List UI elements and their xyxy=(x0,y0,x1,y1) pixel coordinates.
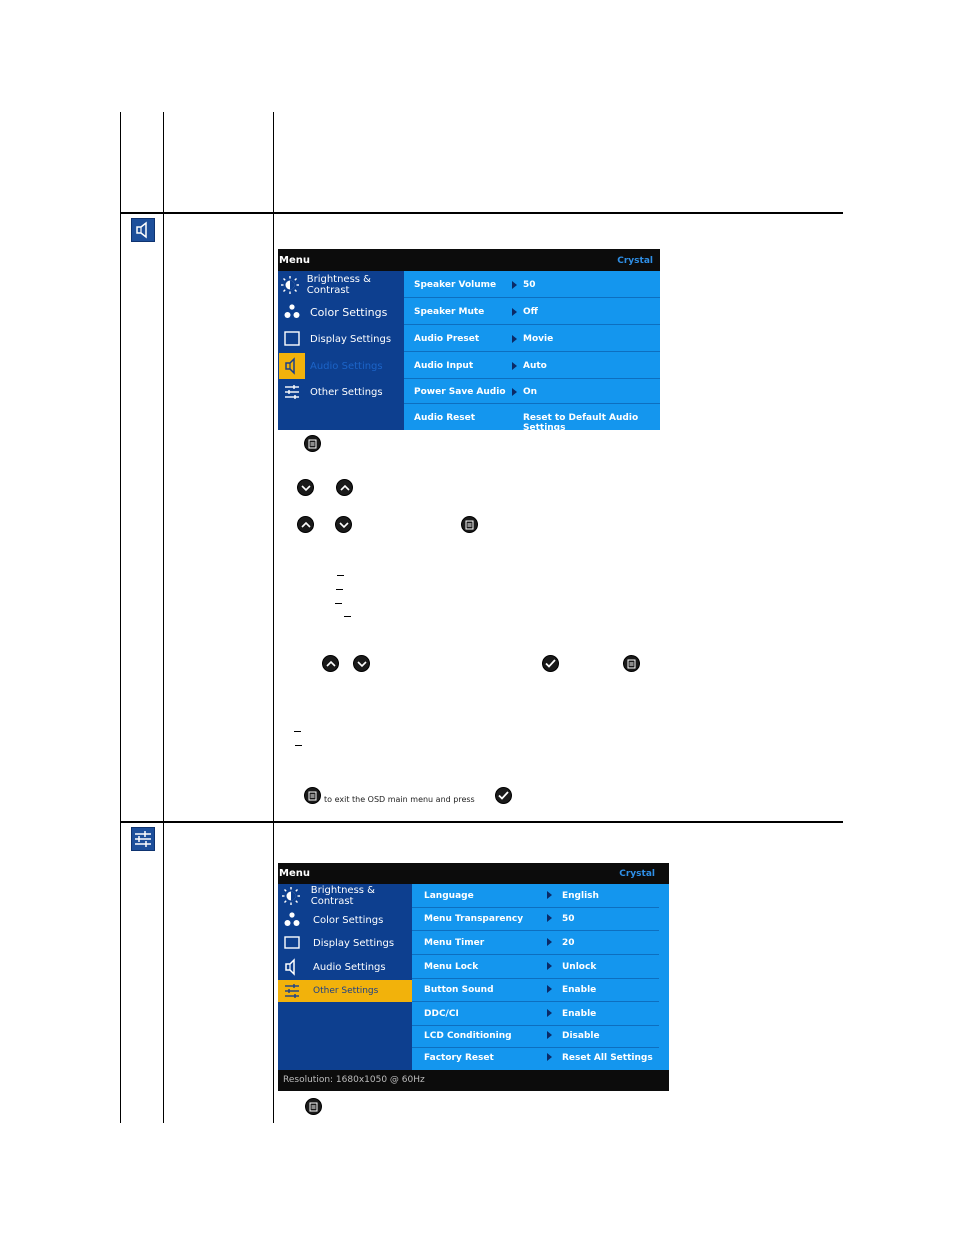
table-border-col1 xyxy=(163,112,164,1123)
osd-menu-item-display[interactable] xyxy=(278,931,412,955)
arrow-right-icon xyxy=(512,388,517,396)
osd-menu-item-audio[interactable] xyxy=(278,955,412,979)
arrow-right-icon xyxy=(512,362,517,370)
menu-button-icon xyxy=(461,516,478,533)
arrow-right-icon xyxy=(547,1053,552,1061)
row-value: 50 xyxy=(562,914,575,924)
other-settings-osd-screenshot xyxy=(278,863,669,1091)
list-dash xyxy=(337,575,344,576)
speaker-icon xyxy=(278,958,306,976)
arrow-right-icon xyxy=(547,938,552,946)
row-label: Menu Timer xyxy=(424,938,485,948)
row-value: On xyxy=(523,387,538,397)
osd-audio-submenu xyxy=(404,271,660,433)
list-dash xyxy=(294,731,301,732)
color-dots-icon xyxy=(278,303,306,321)
osd-menu-label: Other Settings xyxy=(310,386,383,398)
osd-menu-item-color[interactable] xyxy=(278,908,412,932)
row-value: Movie xyxy=(523,334,554,344)
row-label: Audio Preset xyxy=(414,334,480,344)
row-value: Reset All Settings xyxy=(562,1053,653,1063)
display-square-icon xyxy=(278,934,306,952)
row-label: Menu Lock xyxy=(424,962,479,972)
up-button-icon xyxy=(322,655,339,672)
arrow-right-icon xyxy=(547,985,552,993)
brightness-icon xyxy=(278,886,304,906)
osd-resolution-status: Resolution: 1680x1050 @ 60Hz xyxy=(283,1075,425,1085)
osd-other-submenu xyxy=(412,884,669,1070)
row-label: DDC/CI xyxy=(424,1009,459,1019)
row-value: Enable xyxy=(562,985,597,995)
check-button-icon xyxy=(495,787,512,804)
osd-row-menu-lock[interactable] xyxy=(412,955,659,979)
row-value: English xyxy=(562,891,599,901)
osd-brand: Crystal xyxy=(617,256,653,266)
osd-brand: Crystal xyxy=(619,869,655,879)
osd-menu-label: Display Settings xyxy=(313,937,395,949)
osd-row-ddc-ci[interactable] xyxy=(412,1002,659,1026)
row-divider-other xyxy=(120,821,843,823)
osd-row-power-save-audio[interactable] xyxy=(404,379,660,404)
row-value: 20 xyxy=(562,938,575,948)
up-button-icon xyxy=(336,479,353,496)
osd-menu-item-brightness[interactable] xyxy=(278,884,412,908)
osd-row-button-sound[interactable] xyxy=(412,979,659,1002)
osd-row-language[interactable] xyxy=(412,884,659,908)
menu-button-icon xyxy=(304,787,321,804)
osd-main-menu xyxy=(278,271,404,430)
list-dash xyxy=(344,616,351,617)
osd-menu-item-audio[interactable] xyxy=(278,353,404,379)
osd-main-menu xyxy=(278,884,412,1070)
row-label: Speaker Volume xyxy=(414,280,497,290)
osd-row-audio-preset[interactable] xyxy=(404,325,660,352)
osd-menu-item-other[interactable] xyxy=(278,980,412,1002)
row-label: Language xyxy=(424,891,474,901)
row-label: LCD Conditioning xyxy=(424,1031,512,1041)
audio-settings-osd-screenshot xyxy=(278,249,660,433)
row-label: Factory Reset xyxy=(424,1053,494,1063)
osd-row-menu-transparency[interactable] xyxy=(412,908,659,931)
arrow-right-icon xyxy=(547,1031,552,1039)
arrow-right-icon xyxy=(512,281,517,289)
row-label: Power Save Audio xyxy=(414,387,506,397)
arrow-right-icon xyxy=(547,962,552,970)
osd-menu-title: Menu xyxy=(279,868,310,879)
row-value: Unlock xyxy=(562,962,597,972)
menu-button-icon xyxy=(304,435,321,452)
osd-menu-label: Audio Settings xyxy=(310,360,383,372)
up-button-icon xyxy=(297,516,314,533)
sliders-icon xyxy=(278,383,306,401)
down-button-icon xyxy=(335,516,352,533)
osd-menu-item-brightness[interactable] xyxy=(278,272,404,298)
down-button-icon xyxy=(353,655,370,672)
osd-row-speaker-volume[interactable] xyxy=(404,271,660,298)
osd-menu-label: Audio Settings xyxy=(313,961,386,973)
speaker-icon xyxy=(279,353,305,379)
osd-menu-item-display[interactable] xyxy=(278,326,404,352)
row-label: Button Sound xyxy=(424,985,494,995)
menu-button-icon xyxy=(305,1098,322,1115)
arrow-right-icon xyxy=(512,335,517,343)
row-divider-audio xyxy=(120,212,843,214)
color-dots-icon xyxy=(278,911,306,929)
row-label: Audio Reset xyxy=(414,413,476,423)
row-value: Disable xyxy=(562,1031,600,1041)
osd-row-factory-reset[interactable] xyxy=(412,1048,669,1070)
exit-instruction-text: to exit the OSD main menu and press xyxy=(324,795,475,804)
row-value: Reset to Default Audio Settings xyxy=(523,413,639,433)
brightness-icon xyxy=(278,275,303,295)
osd-row-speaker-mute[interactable] xyxy=(404,298,660,325)
list-dash xyxy=(295,745,302,746)
table-border-col2 xyxy=(273,112,274,1123)
down-button-icon xyxy=(297,479,314,496)
osd-row-audio-reset[interactable] xyxy=(404,404,660,433)
display-square-icon xyxy=(278,330,306,348)
row-value: Enable xyxy=(562,1009,597,1019)
osd-menu-item-color[interactable] xyxy=(278,299,404,325)
audio-settings-speaker-icon xyxy=(131,218,155,242)
osd-menu-label: Other Settings xyxy=(313,986,379,996)
arrow-right-icon xyxy=(512,308,517,316)
list-dash xyxy=(335,603,342,604)
row-label: Speaker Mute xyxy=(414,307,485,317)
arrow-right-icon xyxy=(547,914,552,922)
row-value: 50 xyxy=(523,280,536,290)
osd-menu-label: Color Settings xyxy=(313,914,384,926)
arrow-right-icon xyxy=(547,891,552,899)
osd-menu-label: Color Settings xyxy=(310,305,388,319)
osd-row-audio-input[interactable] xyxy=(404,352,660,379)
osd-row-lcd-conditioning[interactable] xyxy=(412,1026,659,1048)
osd-menu-label: Brightness & Contrast xyxy=(310,885,375,907)
row-label: Audio Input xyxy=(414,361,474,371)
osd-menu-label: Display Settings xyxy=(310,333,392,345)
osd-menu-title: Menu xyxy=(279,255,310,266)
table-border-left xyxy=(120,112,121,1123)
osd-menu-item-other[interactable] xyxy=(278,379,404,405)
sliders-icon xyxy=(278,983,306,999)
osd-menu-label: Brightness & Contrast xyxy=(306,274,371,296)
list-dash xyxy=(336,589,343,590)
arrow-right-icon xyxy=(547,1009,552,1017)
row-label: Menu Transparency xyxy=(424,914,524,924)
other-settings-sliders-icon xyxy=(131,827,155,851)
check-button-icon xyxy=(542,655,559,672)
row-value: Auto xyxy=(523,361,547,371)
menu-button-icon xyxy=(623,655,640,672)
row-value: Off xyxy=(523,307,538,317)
osd-row-menu-timer[interactable] xyxy=(412,931,659,955)
